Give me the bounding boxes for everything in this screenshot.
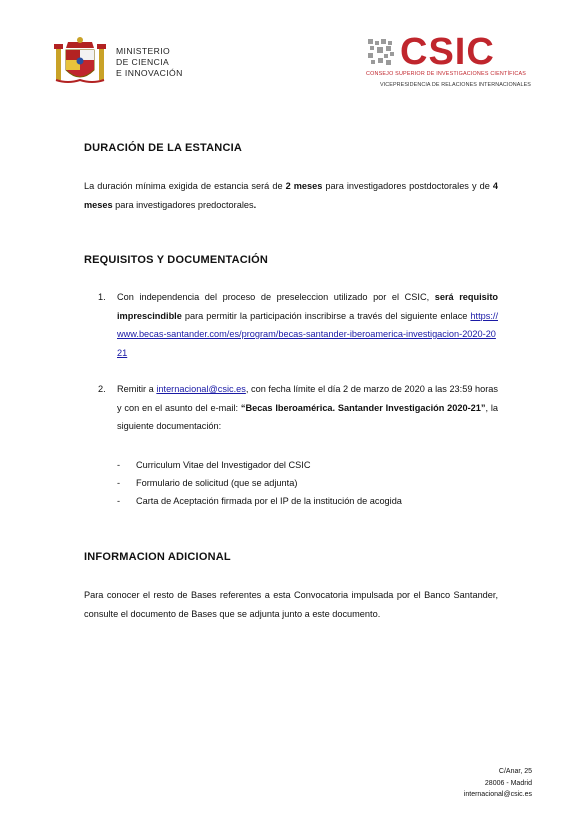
- document-item-1: Curriculum Vitae del Investigador del CSIC: [136, 460, 311, 470]
- item2-text-1: Remitir a: [117, 384, 157, 394]
- bullet-dash-3: -: [117, 496, 121, 506]
- vicepresidency-label: VICEPRESIDENCIA DE RELACIONES INTERNACIONALES: [380, 82, 531, 88]
- requirement-item-1: [117, 288, 498, 362]
- heading-duracion: DURACIÓN DE LA ESTANCIA: [84, 142, 242, 154]
- footer-email: internacional@csic.es: [463, 791, 532, 798]
- heading-adicional: INFORMACION ADICIONAL: [84, 551, 231, 563]
- item2-text-2: , con fecha límite el día 2 de marzo de 2020 a las 23:59 horas y con en el asunto del e-mail:: [117, 384, 498, 413]
- ministry-line-1: MINISTERIO: [116, 45, 171, 56]
- csic-subtitle: CONSEJO SUPERIOR DE INVESTIGACIONES CIENTÍFICAS: [366, 71, 527, 77]
- csic-logo: [366, 31, 527, 77]
- list-number-2: 2.: [98, 384, 106, 394]
- footer-street: C/Anar, 25: [498, 768, 532, 775]
- item1-text-1: Con independencia del proceso de preseleccion utilizado por el CSIC,: [117, 292, 435, 302]
- heading-requisitos: REQUISITOS Y DOCUMENTACIÓN: [84, 254, 269, 266]
- coat-of-arms-icon: [52, 34, 108, 90]
- ministry-logo: [52, 34, 183, 90]
- email-link[interactable]: internacional@csic.es: [156, 384, 246, 394]
- ministry-name: [116, 46, 183, 79]
- duracion-bold-2: 4 meses: [84, 181, 498, 210]
- item1-bold: será requisito imprescindible: [117, 292, 498, 321]
- bullet-dash-2: -: [117, 478, 121, 488]
- requirement-item-2: [117, 380, 498, 436]
- footer-address: [464, 766, 532, 801]
- list-number-1: 1.: [98, 292, 106, 302]
- footer-city: 28006 - Madrid: [484, 779, 532, 787]
- bullet-dash-1: -: [117, 460, 121, 470]
- document-item-3: Carta de Aceptación firmada por el IP de la institución de acogida: [136, 496, 402, 506]
- duracion-bold-3: .: [253, 199, 257, 210]
- becas-santander-link[interactable]: https://www.becas-santander.com/es/program/becas-santander-iberoamerica-investigacion-2020-2021: [117, 310, 498, 358]
- document-item-2: Formulario de solicitud (que se adjunta): [136, 478, 298, 488]
- duracion-text-1: La duración mínima exigida de estancia será de: [84, 181, 286, 191]
- duracion-paragraph: [84, 177, 498, 214]
- duracion-text-3: para investigadores predoctorales: [112, 199, 254, 210]
- duracion-bold-1: 2 meses: [285, 181, 323, 191]
- ministry-line-3: E INNOVACIÓN: [116, 67, 183, 78]
- ministry-line-2: DE CIENCIA: [116, 56, 170, 67]
- item2-bold-subject: “Becas Iberoamérica. Santander Investigación 2020-21”: [240, 402, 486, 413]
- adicional-paragraph: Para conocer el resto de Bases referentes a esta Convocatoria impulsada por el Banco Santander, consulte el documento de Bases que se adjunta junto a este documento.: [84, 590, 498, 619]
- item2-text-3: , la siguiente documentación:: [117, 402, 498, 431]
- duracion-text-2: para investigadores postdoctorales y de: [322, 181, 493, 191]
- item1-text-2: para permitir la participación inscribirse a través del siguiente enlace: [181, 310, 471, 321]
- csic-wordmark: CSIC: [400, 31, 495, 73]
- csic-emblem-icon: [366, 37, 396, 67]
